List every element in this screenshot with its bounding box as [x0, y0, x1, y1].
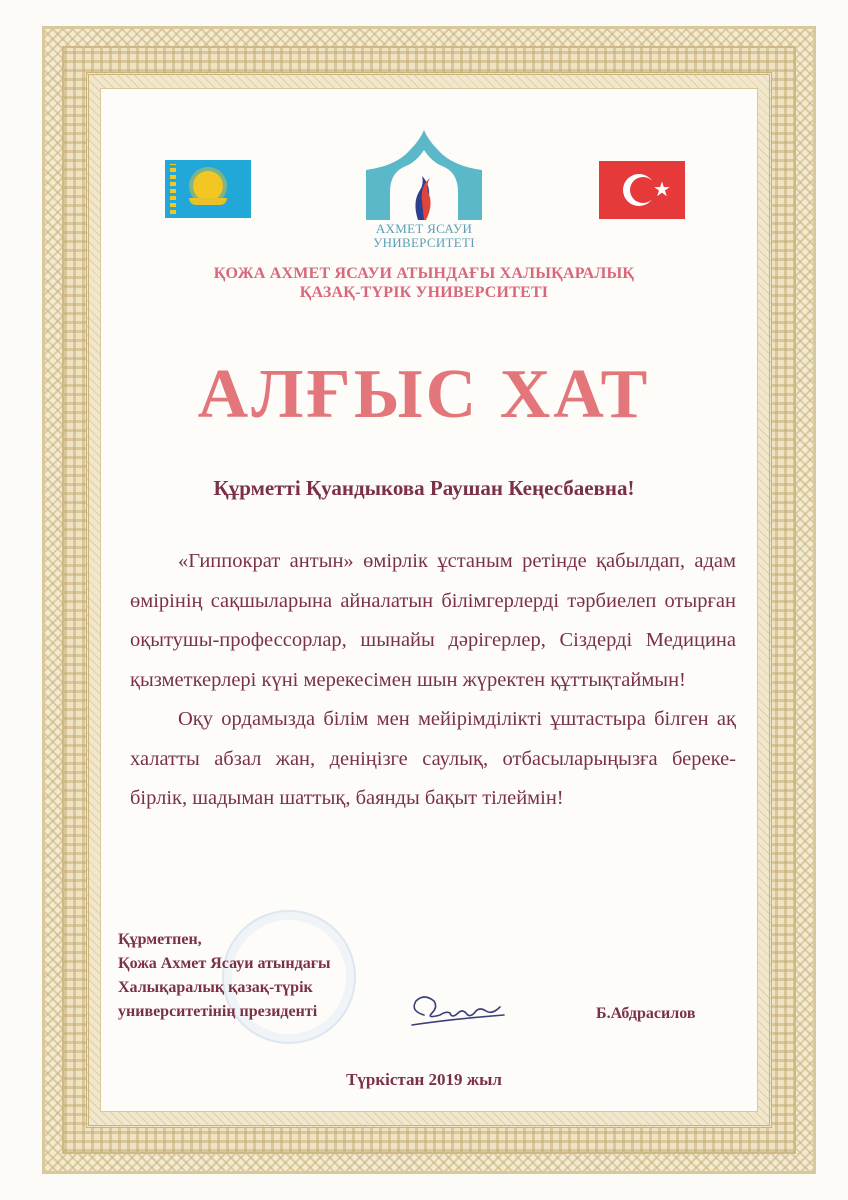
handwritten-signature	[402, 985, 512, 1035]
flag-eagle	[189, 198, 227, 205]
flag-sun	[193, 171, 223, 201]
university-name-line1: ҚОЖА АХМЕТ ЯСАУИ АТЫНДАҒЫ ХАЛЫҚАРАЛЫҚ	[213, 265, 635, 282]
closing-line: Құрметпен,	[118, 931, 202, 948]
logo-caption-line2: УНИВЕРСИТЕТІ	[373, 235, 475, 250]
university-name-line2: ҚАЗАҚ-ТҮРІК УНИВЕРСИТЕТІ	[299, 284, 549, 301]
recipient-greeting: Құрметті Қуандыкова Раушан Кеңесбаевна!	[213, 476, 635, 500]
signer-title-line1: Қожа Ахмет Ясауи атындағы	[118, 955, 331, 972]
signer-title-line2: Халықаралық қазақ-түрік	[118, 979, 313, 996]
letter-body	[130, 542, 736, 819]
flag-ornament	[170, 164, 176, 214]
document-title: АЛҒЫС ХАТ	[197, 356, 651, 433]
body-paragraph-1: «Гиппократ антын» өмірлік ұстаным ретінде қабылдап, адам өмірінің сақшыларына айналатын білімгерлерді тәрбиелеп отырған оқытушы-профессорлар, шынайы дәрігерлер, Сіздерді Медицина қызметкерлері күні мерекесімен шын жүректен құттықтаймын!	[130, 550, 736, 691]
university-logo-icon	[362, 128, 486, 228]
turkey-flag-icon	[599, 161, 685, 219]
body-paragraph-2: Оқу ордамызда білім мен мейірімділікті ұштастыра білген ақ халатты абзал жан, деніңізге саулық, отбасыларыңызға береке-бірлік, шадыман шаттық, баянды бақыт тілеймін!	[130, 708, 736, 809]
logo-caption	[320, 222, 528, 250]
kazakhstan-flag-icon	[165, 160, 251, 218]
logo-caption-line1: АХМЕТ ЯСАУИ	[375, 221, 473, 236]
signer-name: Б.Абдрасилов	[596, 1005, 696, 1022]
signature-block	[118, 928, 438, 1024]
flag-star-icon: ★	[653, 177, 671, 201]
signer-title-line3: университетінің президенті	[118, 1003, 318, 1020]
university-name	[150, 264, 698, 302]
place-and-year: Түркістан 2019 жыл	[346, 1070, 502, 1089]
